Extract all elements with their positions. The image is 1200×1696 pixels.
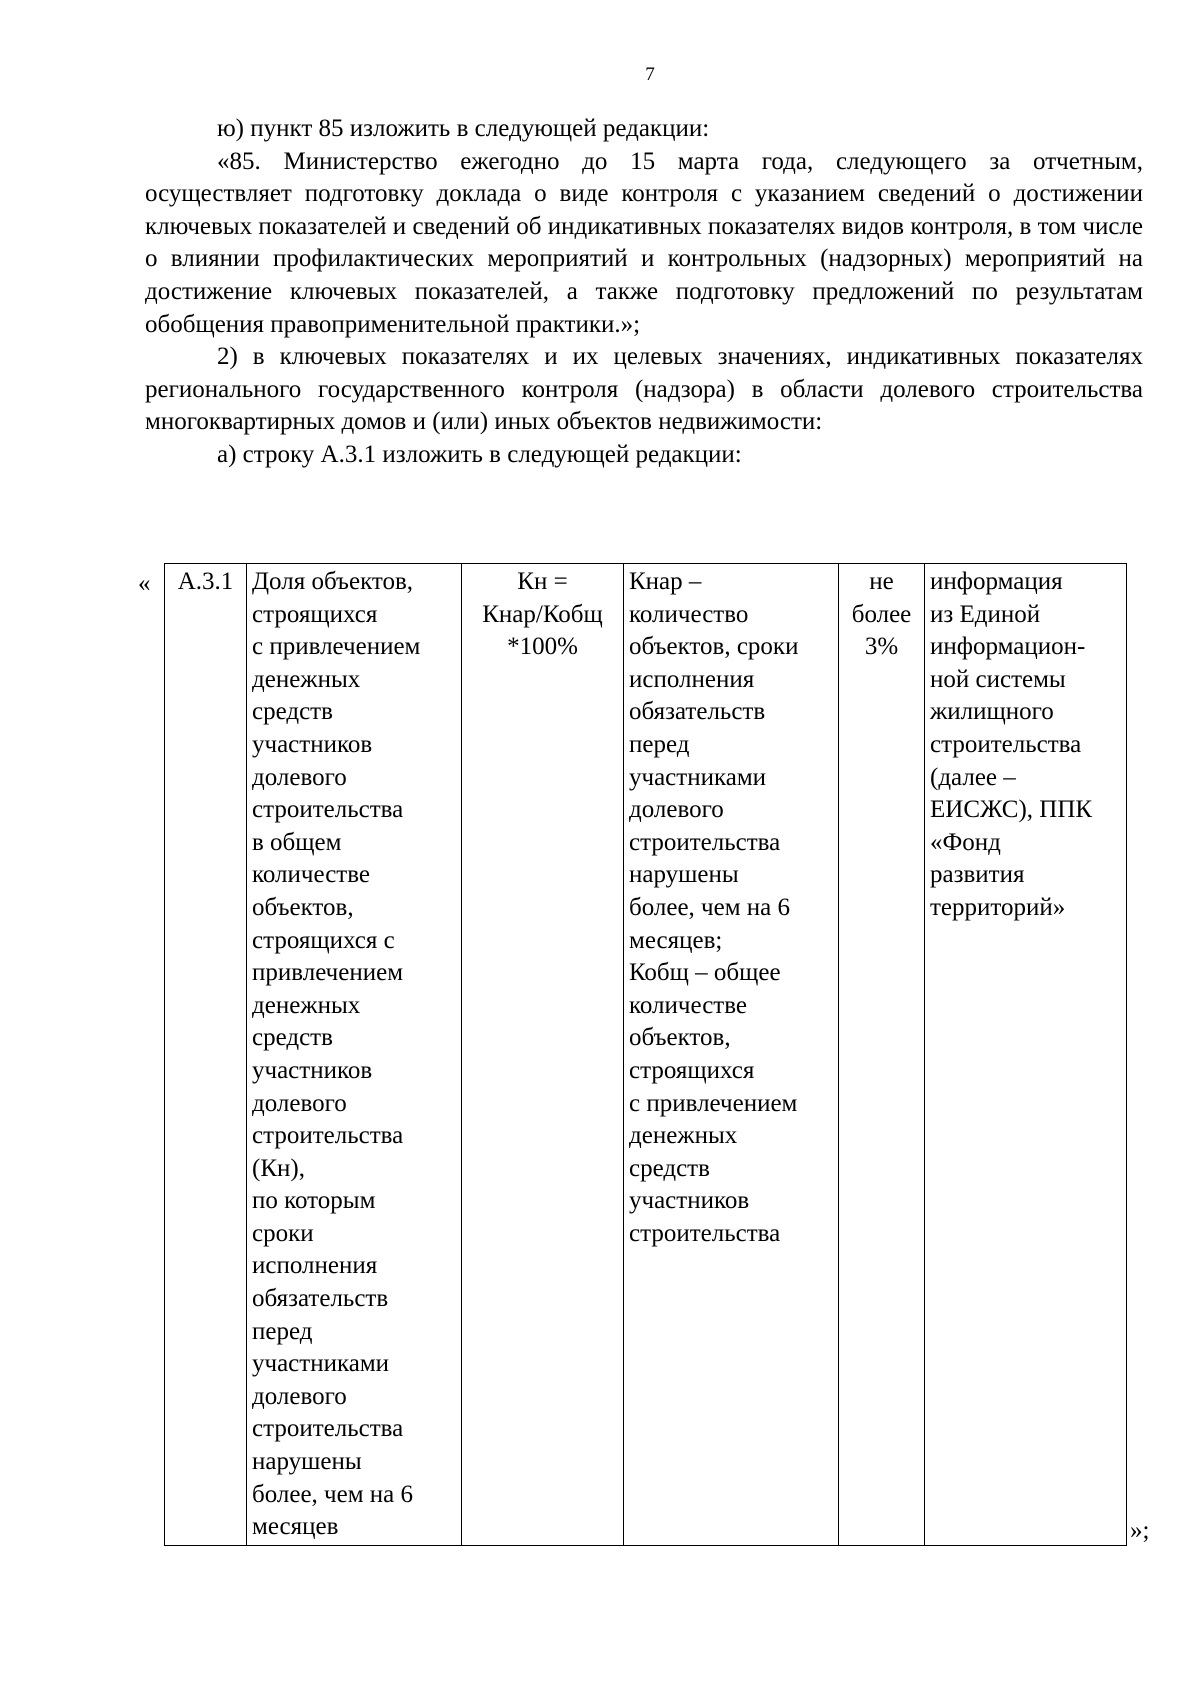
document-body bbox=[145, 113, 1143, 472]
paragraph-item-yu: ю) пункт 85 изложить в следующей редакции: bbox=[217, 115, 710, 142]
formula-cell: Кн = Кнар/Кобщ *100% bbox=[462, 564, 624, 1546]
page-number: 7 bbox=[645, 64, 655, 85]
paragraph-item-a: а) строку А.3.1 изложить в следующей редакции: bbox=[217, 440, 742, 468]
source-cell: информация из Единой информацион- ной системы жилищного строительства (далее – ЕИСЖС), ППК «Фонд развития территорий» bbox=[925, 564, 1127, 1546]
indicator-name-cell: Доля объектов, строящихся с привлечением денежных средств участников долевого строительства в общем количестве объектов, строящихся с привлечением денежных средств участников долевого строительства (Кн), по которым сроки исполнения обязательств перед участниками долевого строительства нарушены более, чем на 6 месяцев bbox=[247, 564, 462, 1546]
table-row bbox=[165, 564, 1127, 1546]
target-value-cell: не более 3% bbox=[839, 564, 925, 1546]
indicator-code-cell: А.3.1 bbox=[165, 564, 247, 1546]
variables-cell: Кнар – количество объектов, сроки исполнения обязательств перед участниками долевого строительства нарушены более, чем на 6 месяцев; Кобщ – общее количестве объектов, строящихся с привлечением денежных средств участников строительства bbox=[624, 564, 839, 1546]
indicator-table bbox=[164, 563, 1127, 1546]
paragraph-item-85: «85. Министерство ежегодно до 15 марта года, следующего за отчетным, осуществляет подготовку доклада о виде контроля с указанием сведений о достижении ключевых показателей и сведений об индикативных показателях видов контроля, в том числе о влиянии профилактических мероприятий и контрольных (надзорных) мероприятий на достижение ключевых показателей, а также подготовку предложений по результатам обобщения правоприменительной практики.»; bbox=[145, 147, 1143, 338]
table-opening-quote: « bbox=[138, 570, 151, 597]
table-closing-quote: »; bbox=[1130, 1517, 1150, 1544]
paragraph-item-2: 2) в ключевых показателях и их целевых значениях, индикативных показателях регионального государственного контроля (надзора) в области долевого строительства многоквартирных домов и (или) иных объектов недвижимости: bbox=[145, 343, 1143, 436]
